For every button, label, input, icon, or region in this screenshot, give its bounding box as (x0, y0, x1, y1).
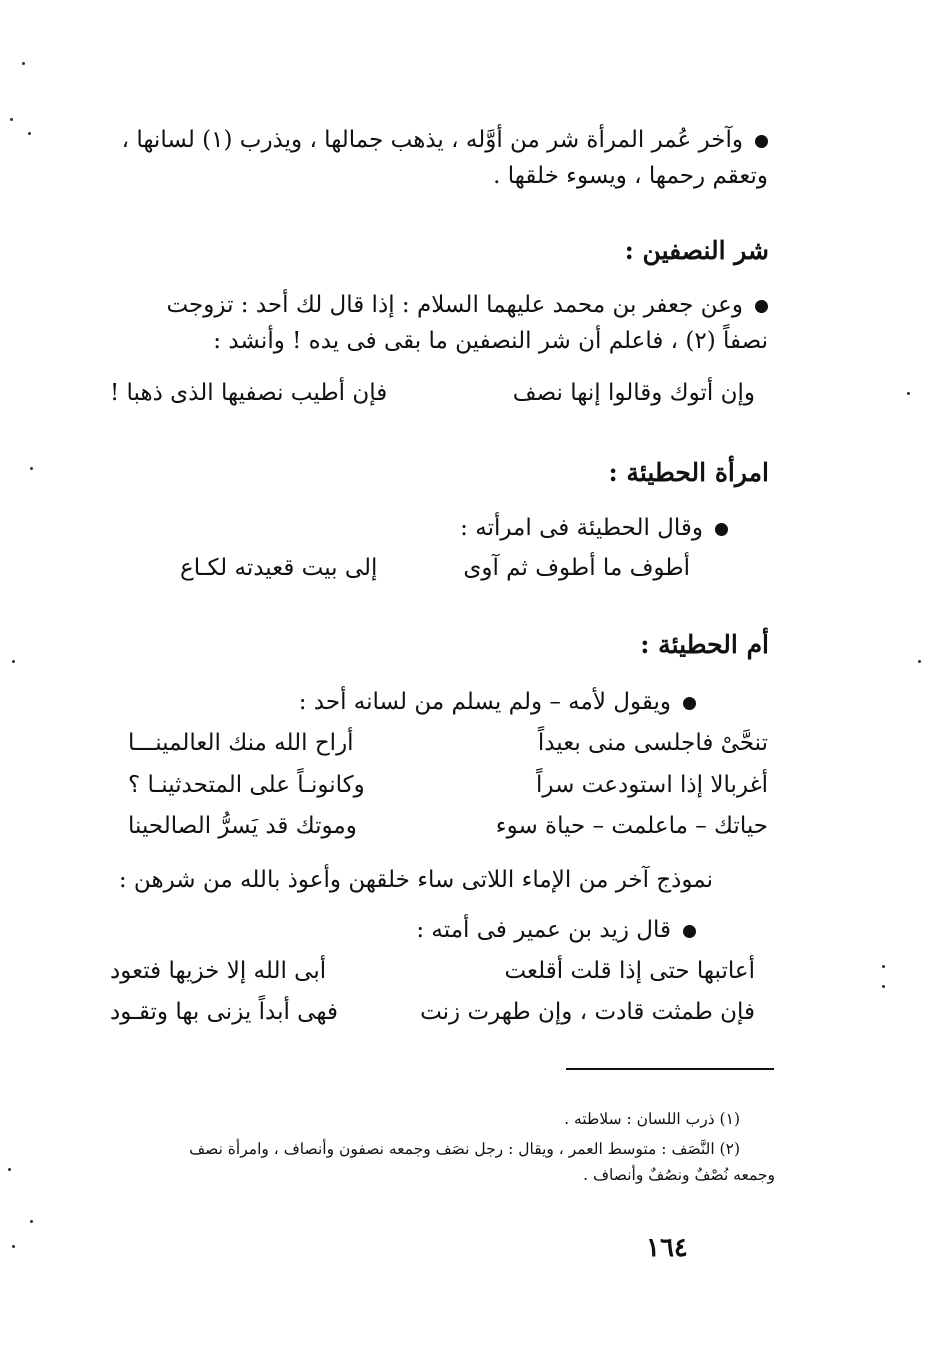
paragraph-1 (100, 122, 768, 194)
poem-3-verse-1-first: تنحَّىْ فاجلسى منى بعيداً (537, 730, 768, 756)
poem-3-verse-2 (128, 772, 768, 798)
paragraph-3 (100, 510, 768, 546)
scan-speck (918, 660, 921, 663)
paragraph-5 (100, 862, 768, 898)
paragraph-2-line-1-text: وعن جعفر بن محمد عليهما السلام : إذا قال لك أحد : تزوجت (166, 292, 743, 318)
scan-speck (10, 118, 13, 121)
poem-3-verse-2-first: أغربالا إذا استودعت سراً (536, 772, 768, 798)
bullet-icon (715, 523, 728, 536)
poem-1-verse (110, 380, 755, 406)
scan-speck (22, 62, 25, 65)
footnote-1 (100, 1106, 775, 1132)
footnote-2-line-2: وجمعه نُصْفٌ ونصُفٌ وأنصاف . (583, 1166, 775, 1184)
page-number: ١٦٤ (646, 1233, 688, 1263)
scan-speck (882, 965, 885, 968)
poem-3-verse-3-first: حياتك – ماعلمت – حياة سوء (495, 813, 768, 839)
scan-speck (12, 660, 15, 663)
bullet-icon (683, 925, 696, 938)
section-heading-1: شر النصفين : (624, 236, 769, 265)
paragraph-6 (100, 912, 768, 948)
footnote-2-line-1: (٢) النَّصَف : متوسط العمر ، ويقال : رجل نصَف وجمعه نصفون وأنصاف ، وامرأة نصف (189, 1140, 740, 1158)
poem-4-verse-1-second: أبى الله إلا خزيها فتعود (110, 958, 327, 984)
paragraph-4 (100, 684, 768, 720)
scan-speck (12, 1245, 15, 1248)
footnote-separator (566, 1068, 774, 1070)
paragraph-2-line-2: نصفاً (٢) ، فاعلم أن شر النصفين ما بقى فى يده ! وأنشد : (213, 328, 768, 354)
poem-3-verse-2-second: وكانونـاً على المتحدثينـا ؟ (128, 772, 365, 798)
paragraph-2-line-1 (100, 287, 768, 323)
paragraph-3-line (100, 510, 768, 546)
paragraph-3-text: وقال الحطيئة فى امرأته : (460, 515, 703, 541)
poem-1-second-hemistich: فإن أطيب نصفيها الذى ذهبا ! (110, 380, 388, 406)
scan-speck (30, 1220, 33, 1223)
scan-speck (8, 1168, 11, 1171)
bullet-icon (683, 697, 696, 710)
poem-3-verse-3-second: وموتك قد يَسرُّ الصالحينا (128, 813, 357, 839)
scan-speck (907, 392, 910, 395)
paragraph-5-text: نموذج آخر من الإماء اللاتى ساء خلقهن وأعوذ بالله من شرهن : (118, 867, 713, 893)
poem-4-verse-2-second: فهى أبداً يزنى بها وتقـود (110, 999, 338, 1025)
section-heading-2: امرأة الحطيئة : (608, 458, 769, 487)
poem-2-first-hemistich: أطوف ما أطوف ثم آوى (463, 555, 690, 581)
poem-1-first-hemistich: وإن أتوك وقالوا إنها نصف (512, 380, 755, 406)
bullet-icon (755, 300, 768, 313)
poem-2-verse (180, 555, 690, 581)
footnote-1-text: (١) ذرب اللسان : سلاطته . (564, 1110, 740, 1128)
paragraph-6-line (100, 912, 768, 948)
scan-speck (30, 467, 33, 470)
paragraph-6-text: قال زيد بن عمير فى أمته : (416, 917, 671, 943)
poem-2-second-hemistich: إلى بيت قعيدته لكـاع (180, 555, 378, 581)
paragraph-1-line-1 (100, 122, 768, 158)
bullet-icon (755, 135, 768, 148)
section-heading-3: أم الحطيئة : (640, 630, 769, 659)
poem-3-verse-1 (128, 730, 768, 756)
scan-speck (882, 985, 885, 988)
poem-3-verse-3 (128, 813, 768, 839)
paragraph-4-line (100, 684, 768, 720)
poem-4-verse-1-first: أعاتبها حتى إذا قلت أقلعت (504, 958, 755, 984)
paragraph-2 (100, 287, 768, 359)
poem-4-verse-2-first: فإن طمثت قادت ، وإن طهرت زنت (420, 999, 755, 1025)
poem-4-verse-2 (110, 999, 755, 1025)
paragraph-1-line-2: وتعقم رحمها ، ويسوء خلقها . (493, 163, 768, 189)
scan-speck (28, 132, 31, 135)
footnote-2 (100, 1136, 775, 1188)
poem-4-verse-1 (110, 958, 755, 984)
paragraph-4-text: ويقول لأمه – ولم يسلم من لسانه أحد : (298, 689, 671, 715)
poem-3-verse-1-second: أراح الله منك العالمينـــا (128, 730, 354, 756)
paragraph-1-line-1-text: وآخر عُمر المرأة شر من أوَّله ، يذهب جمالها ، ويذرب (١) لسانها ، (121, 127, 743, 153)
